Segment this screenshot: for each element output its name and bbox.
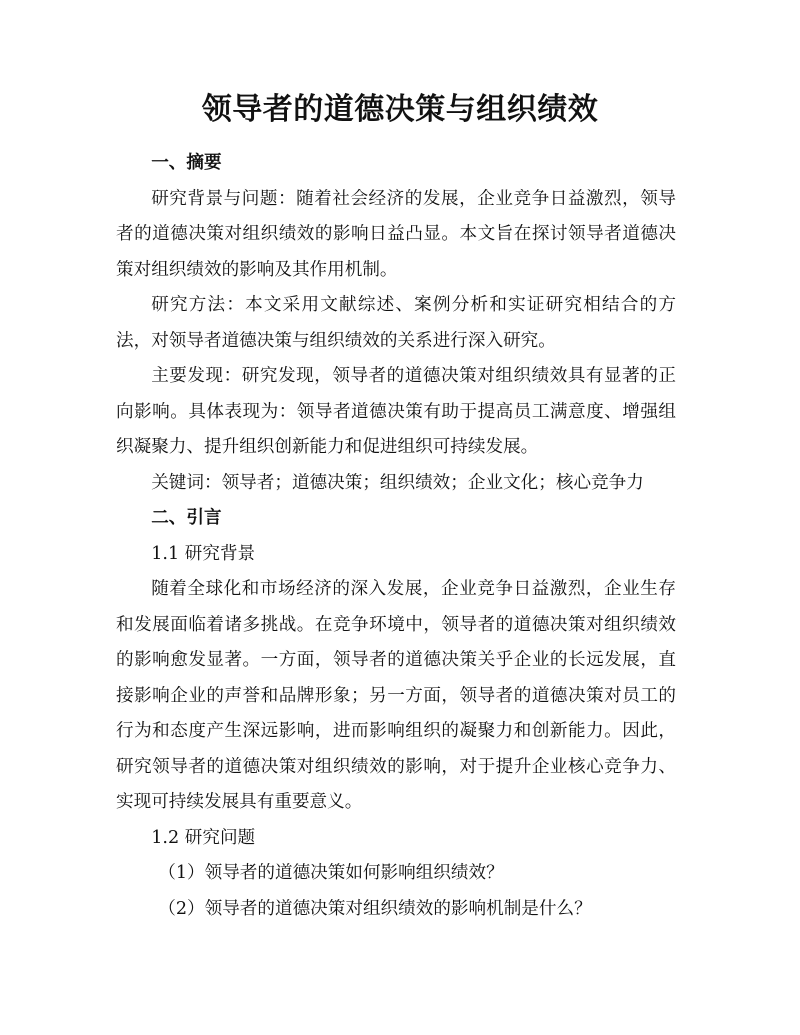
abstract-background-paragraph: 研究背景与问题：随着社会经济的发展，企业竞争日益激烈，领导者的道德决策对组织绩效的影响日益凸显。本文旨在探讨领导者道德决策对组织绩效的影响及其作用机制。 [116, 188, 676, 280]
abstract-keywords-paragraph: 关键词：领导者；道德决策；组织绩效；企业文化；核心竞争力 [151, 472, 644, 493]
research-background-heading: 1.1 研究背景 [151, 543, 256, 564]
introduction-heading: 二、引言 [151, 508, 222, 528]
research-questions-heading: 1.2 研究问题 [151, 827, 256, 848]
research-background-paragraph: 随着全球化和市场经济的深入发展，企业竞争日益激烈，企业生存和发展面临着诸多挑战。在竞争环境中，领导者的道德决策对组织绩效的影响愈发显著。一方面，领导者的道德决策关乎企业的长远发展，直接影响企业的声誉和品牌形象；另一方面，领导者的道德决策对员工的行为和态度产生深远影响，进而影响组织的凝聚力和创新能力。因此，研究领导者的道德决策对组织绩效的影响，对于提升企业核心竞争力、实现可持续发展具有重要意义。 [116, 579, 676, 812]
research-question-item: （2）领导者的道德决策对组织绩效的影响机制是什么？ [158, 898, 592, 919]
abstract-heading: 一、摘要 [151, 153, 222, 173]
document-body [116, 146, 676, 927]
document-title: 领导者的道德决策与组织绩效 [201, 92, 599, 127]
abstract-method-paragraph: 研究方法：本文采用文献综述、案例分析和实证研究相结合的方法，对领导者道德决策与组织绩效的关系进行深入研究。 [116, 295, 676, 351]
abstract-findings-paragraph: 主要发现：研究发现，领导者的道德决策对组织绩效具有显著的正向影响。具体表现为：领导者道德决策有助于提高员工满意度、增强组织凝聚力、提升组织创新能力和促进组织可持续发展。 [116, 366, 676, 457]
research-question-item: （1）领导者的道德决策如何影响组织绩效？ [158, 863, 504, 883]
